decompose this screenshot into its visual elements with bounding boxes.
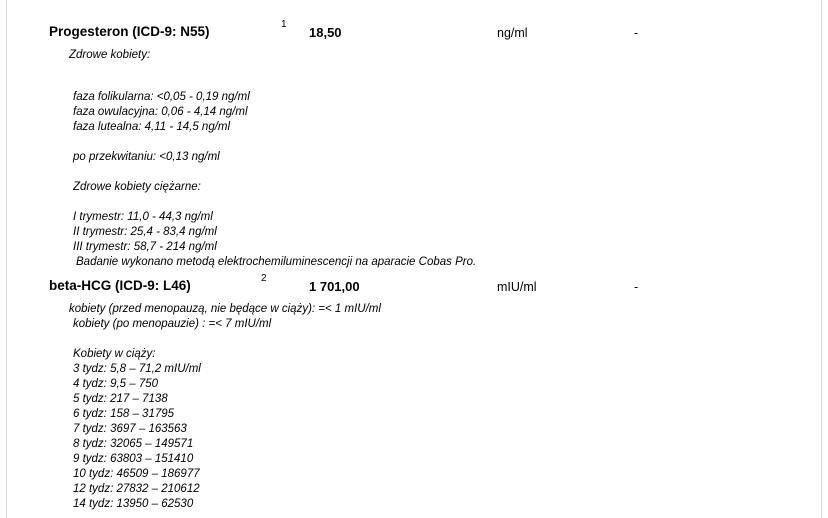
note-line: 10 tydz: 46509 – 186977 <box>73 468 200 480</box>
result-block-progesteron <box>0 19 828 268</box>
note-line: Badanie wykonano metodą elektrochemiluminescencji na aparacie Cobas Pro. <box>76 256 477 268</box>
note-line: 4 tydz: 9,5 – 750 <box>73 378 159 390</box>
note-line: 12 tydz: 27832 – 210612 <box>73 483 200 495</box>
note-line: Kobiety w ciąży: <box>73 348 156 360</box>
test-name <box>49 19 287 39</box>
note-line: 9 tydz: 63803 – 151410 <box>73 453 194 465</box>
note-line: II trymestr: 25,4 - 83,4 ng/ml <box>73 226 217 238</box>
note-line: po przekwitaniu: <0,13 ng/ml <box>73 151 220 163</box>
result-reference-range: - <box>634 280 639 294</box>
note-line: faza lutealna: 4,11 - 14,5 ng/ml <box>73 121 231 133</box>
note-line: 6 tydz: 158 – 31795 <box>73 408 175 420</box>
note-line: 8 tydz: 32065 – 149571 <box>73 438 194 450</box>
result-unit: mIU/ml <box>497 280 537 294</box>
result-unit: ng/ml <box>497 26 528 40</box>
note-line: kobiety (przed menopauzą, nie będące w ciąży): =< 1 mIU/ml <box>69 303 381 315</box>
test-name-label: beta-HCG (ICD-9: L46) <box>49 278 191 293</box>
test-name-label: Progesteron (ICD-9: N55) <box>49 24 210 39</box>
result-header-row <box>0 273 828 300</box>
note-line: III trymestr: 58,7 - 214 ng/ml <box>73 241 217 253</box>
note-line: 7 tydz: 3697 – 163563 <box>73 423 187 435</box>
note-line: 14 tydz: 13950 – 62530 <box>73 498 194 510</box>
result-value: 1 701,00 <box>309 279 360 294</box>
note-line: kobiety (po menopauzie) : =< 7 mIU/ml <box>73 318 272 330</box>
result-header-row <box>0 19 828 46</box>
note-line: I trymestr: 11,0 - 44,3 ng/ml <box>73 211 213 223</box>
footnote-marker: 2 <box>261 273 267 284</box>
note-line: Zdrowe kobiety ciężarne: <box>73 181 201 193</box>
note-line: faza owulacyjna: 0,06 - 4,14 ng/ml <box>73 106 248 118</box>
result-reference-range: - <box>634 26 639 40</box>
note-line: 5 tydz: 217 – 7138 <box>73 393 168 405</box>
note-line: 3 tydz: 5,8 – 71,2 mIU/ml <box>73 363 201 375</box>
footnote-marker: 1 <box>281 19 287 30</box>
result-value: 18,50 <box>309 25 342 40</box>
result-block-beta-hcg <box>0 273 828 510</box>
note-line: faza folikularna: <0,05 - 0,19 ng/ml <box>73 91 250 103</box>
test-name <box>49 273 267 293</box>
note-line: Zdrowe kobiety: <box>69 49 151 61</box>
